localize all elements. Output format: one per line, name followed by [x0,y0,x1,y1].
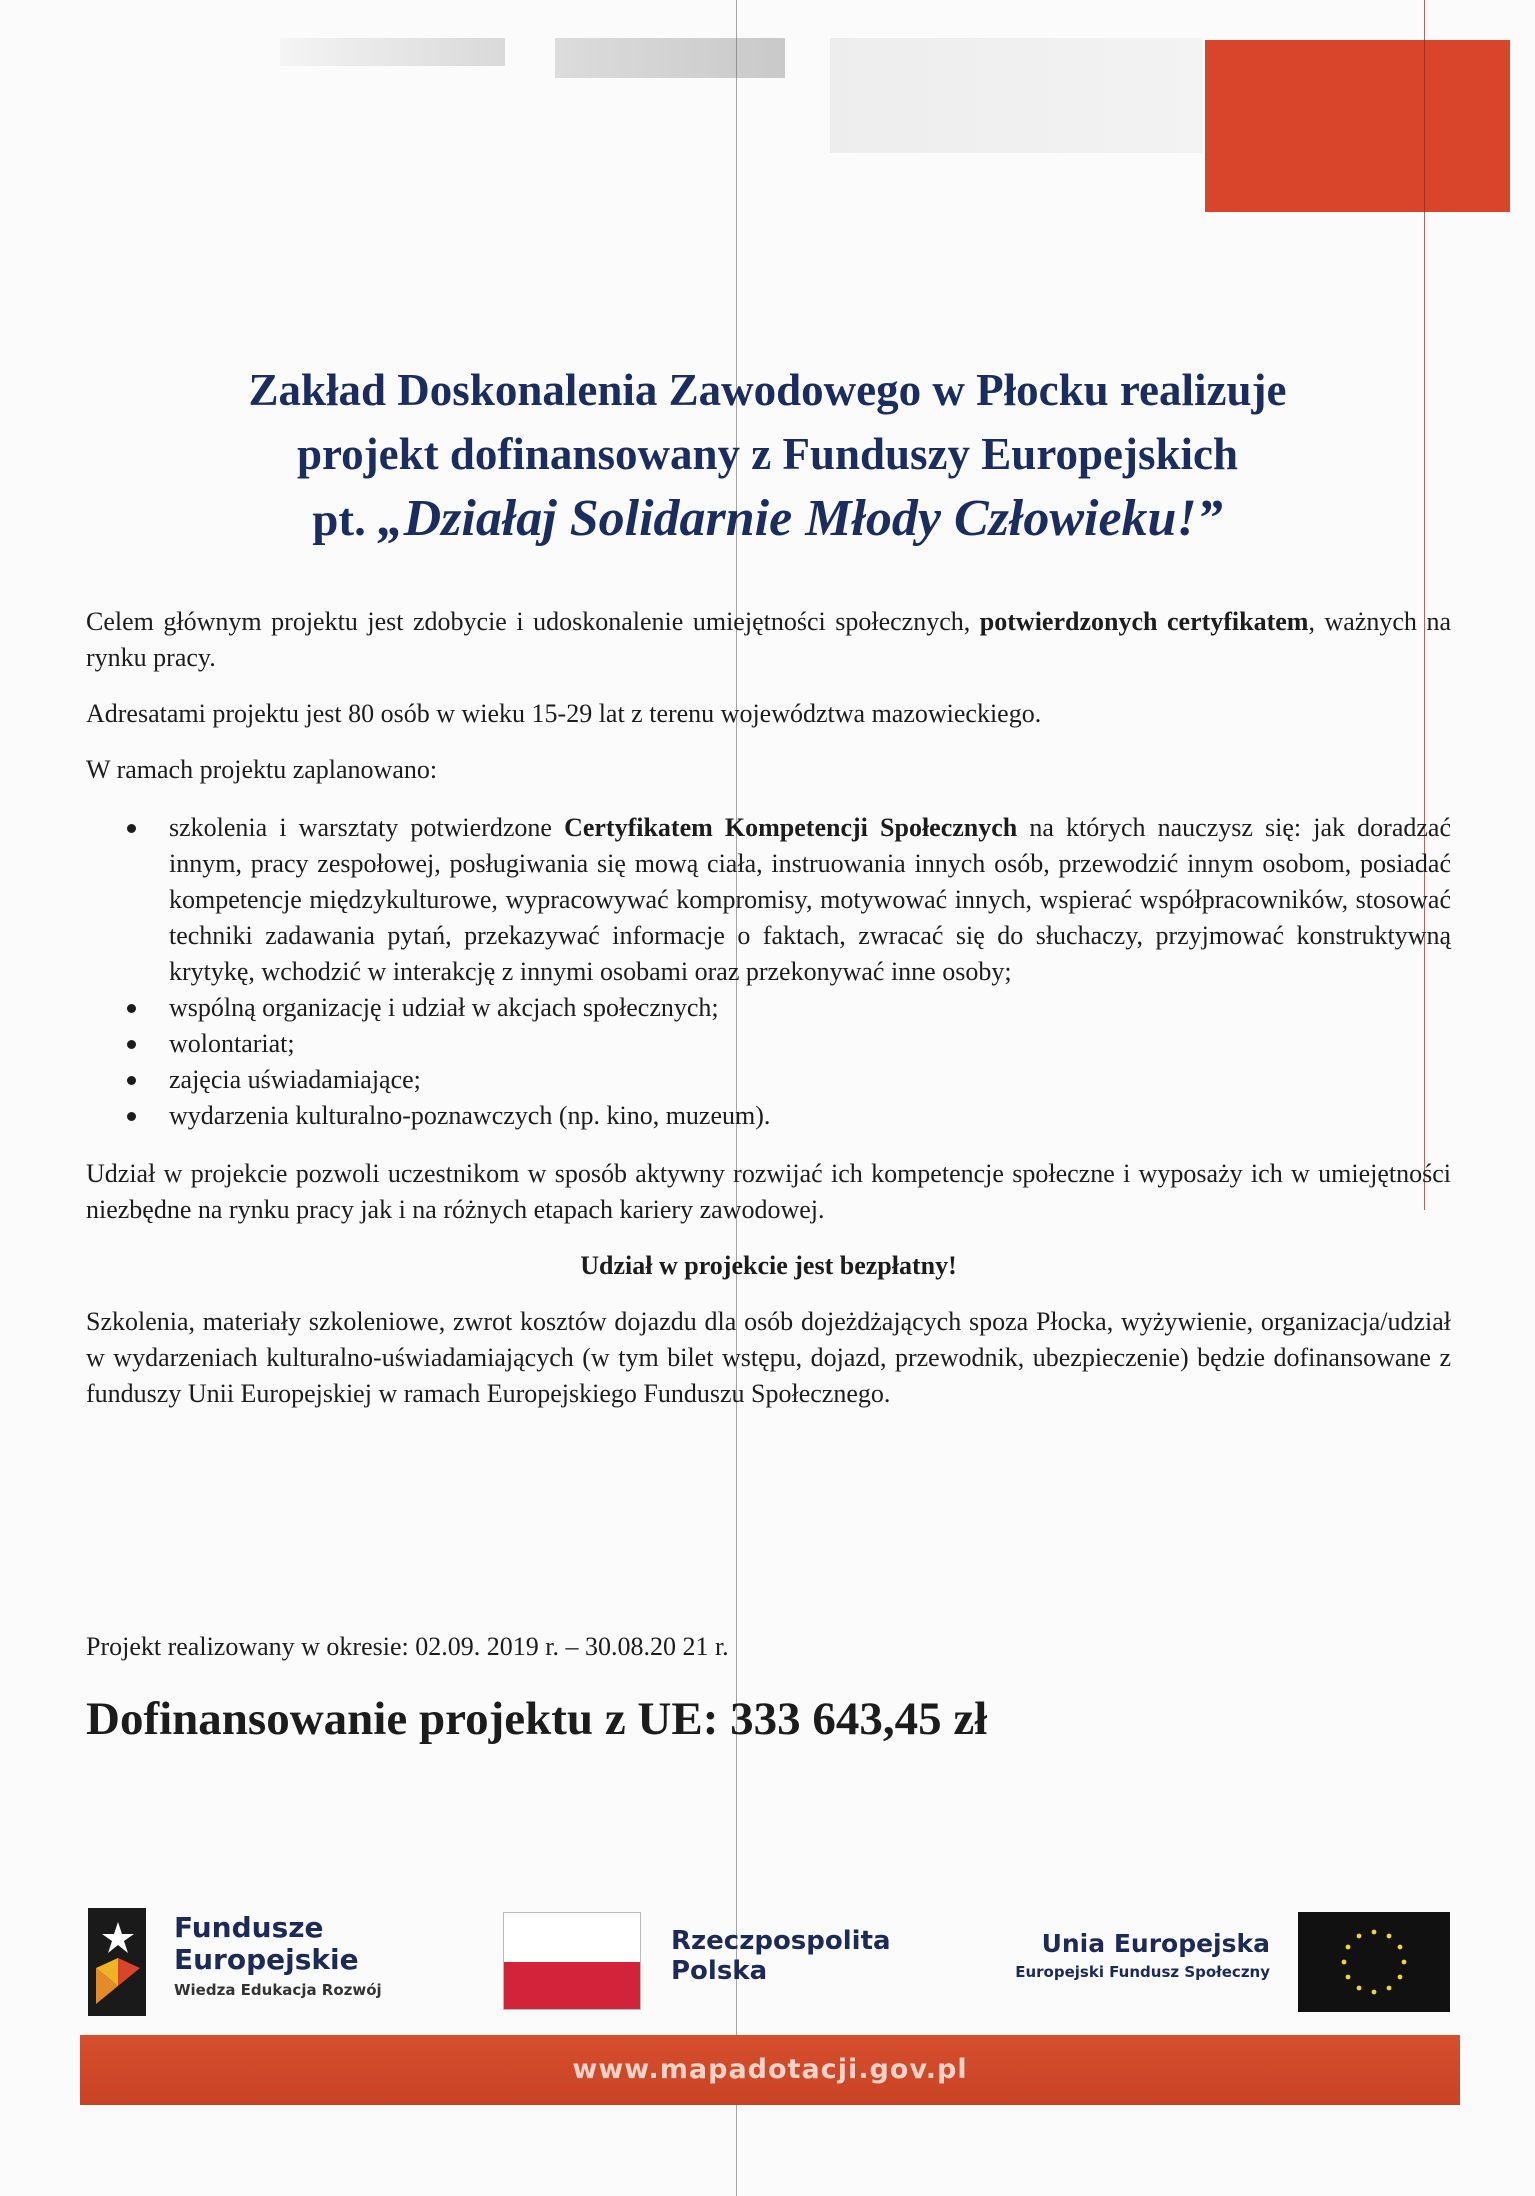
ue-line-1: Unia Europejska [1041,1929,1270,1958]
rp-line-1: Rzeczpospolita [671,1926,891,1956]
paragraph-plan-intro: W ramach projektu zaplanowano: [86,755,438,784]
list-item-text: szkolenia i warsztaty potwierdzone [169,813,565,842]
project-name: „Działaj Solidarnie Młody Człowieku!” [377,490,1223,547]
title-prefix: pt. [312,494,378,546]
list-item: wolontariat; [169,1026,1451,1062]
header-decor-bar [830,38,1202,153]
fe-text [174,1912,382,2004]
paragraph-text: , ważnych na rynku pracy. [86,607,1451,672]
document-title [100,358,1435,553]
footer-url[interactable]: www.mapadotacji.gov.pl [572,2054,968,2085]
paragraph-benefits: Udział w projekcie pozwoli uczestnikom w sposób aktywny rozwijać ich kompetencje społeczne i wyposaży ich w umiejętności niezbędne na rynku pracy jak i na różnych etapach kariery zawodowej. [86,1159,1451,1224]
fe-line-1: Fundusze [174,1911,324,1944]
free-notice: Udział w projekcie jest bezpłatny! [580,1251,957,1280]
list-item: wspólną organizację i udział w akcjach społecznych; [169,990,1451,1026]
list-item [169,810,1451,990]
rzeczpospolita-polska-logo [503,1912,923,2012]
fe-line-3: Wiedza Edukacja Rozwój [174,1981,382,1999]
ue-text [1015,1928,1270,1984]
footer-bar [80,2035,1460,2105]
title-line-2: projekt dofinansowany z Funduszy Europejskich [296,429,1239,479]
paragraph-funding-details: Szkolenia, materiały szkoleniowe, zwrot kosztów dojazdu dla osób dojeżdżających spoza Płocka, wyżywienie, organizacja/udział w wydarzeniach kulturalno-uświadamiających (w tym bilet wstępu, dojazd, przewodnik, ubezpieczenie) będzie dofinansowane z funduszy Unii Europejskiej w ramach Europejskiego Funduszu Społecznego. [86,1307,1451,1408]
fe-line-2: Europejskie [174,1943,359,1976]
unia-europejska-logo [990,1912,1460,2012]
plan-list [86,810,1451,1134]
list-item-bold: Certyfikatem Kompetencji Społecznych [564,813,1018,842]
header-red-block [1205,40,1510,212]
title-line-1: Zakład Doskonalenia Zawodowego w Płocku realizuje [248,365,1287,415]
document-body [86,604,1451,1432]
list-item-text: na których nauczysz się: jak doradzać innym, pracy zespołowej, posługiwania się mową ciała, instruowania innych osób, przewodzić innym osobom, posiadać kompetencje międzykulturowe, wypracowywać kompromisy, motywować innych, wspierać współpracowników, stosować techniki zadawania pytań, przekazywać informacje o faktach, zwracać się do słuchaczy, przyjmować konstruktywną krytykę, wchodzić w interakcję z innymi osobami oraz przekonywać inne osoby; [169,813,1451,986]
paragraph-text: Celem głównym projektu jest zdobycie i udoskonalenie umiejętności społecznych, [86,607,980,636]
paragraph-goal [86,604,1451,676]
list-item: zajęcia uświadamiające; [169,1062,1451,1098]
rp-line-2: Polska [671,1956,768,1986]
fundusze-europejskie-logo [88,1908,428,2018]
paragraph-recipients: Adresatami projektu jest 80 osób w wieku 15-29 lat z terenu województwa mazowieckiego. [86,699,1042,728]
eu-flag-icon [1298,1912,1450,2012]
list-item: wydarzenia kulturalno-poznawczych (np. kino, muzeum). [169,1098,1451,1134]
header-decor-bar [555,38,785,78]
fe-emblem-icon [88,1908,146,2016]
polish-flag-icon [503,1912,641,2010]
funding-amount: Dofinansowanie projektu z UE: 333 643,45 zł [86,1693,988,1745]
project-period: Projekt realizowany w okresie: 02.09. 2019 r. – 30.08.20 21 r. [86,1632,729,1661]
rp-text [671,1926,891,1986]
header-decor-bar [280,38,505,66]
ue-line-2: Europejski Fundusz Społeczny [1015,1963,1270,1981]
title-line-3 [100,486,1435,553]
paragraph-bold: potwierdzonych certyfikatem [979,607,1309,636]
